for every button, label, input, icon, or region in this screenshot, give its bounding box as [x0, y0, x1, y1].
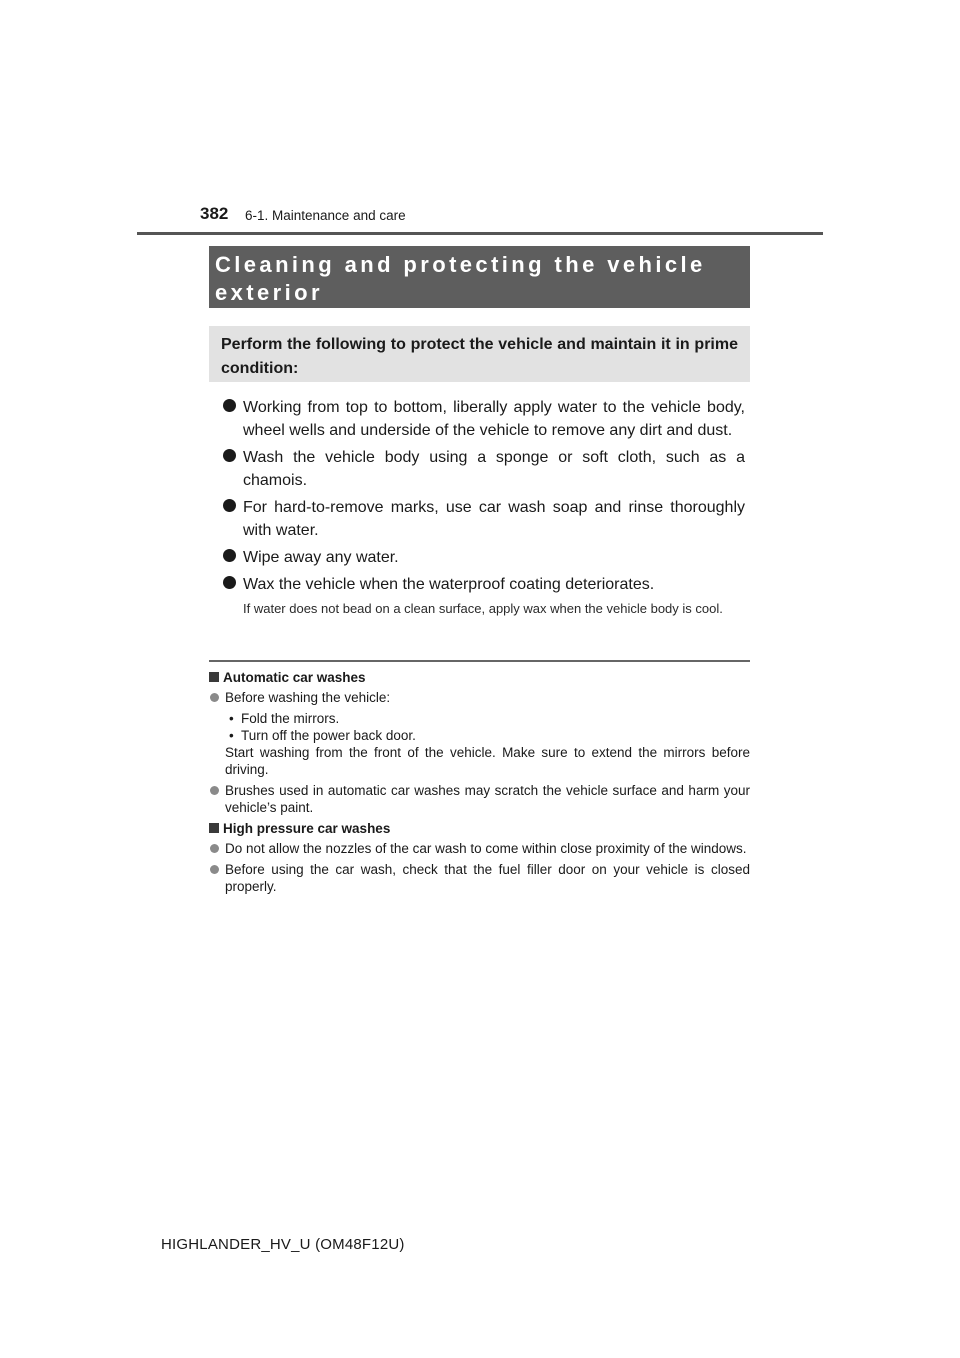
note-item-tail: Start washing from the front of the vehicle. Make sure to extend the mirrors before driving. [225, 745, 750, 777]
bullet-icon [210, 844, 219, 853]
bullet-icon [210, 865, 219, 874]
bullet-icon [223, 449, 236, 462]
list-item-text: Wash the vehicle body using a sponge or soft cloth, such as a chamois. [243, 449, 745, 489]
list-item-text: Wipe away any water. [243, 549, 399, 566]
list-item [209, 396, 750, 442]
note-item-text: Before washing the vehicle: [225, 690, 391, 705]
page-title-line-1: Cleaning and protecting the vehicle [215, 252, 706, 277]
dot-bullet-icon: • [229, 711, 234, 726]
bullet-icon [223, 576, 236, 589]
page-number: 382 [200, 204, 229, 223]
list-item-text: For hard-to-remove marks, use car wash soap and rinse thoroughly with water. [243, 499, 745, 539]
automatic-car-washes-heading [209, 669, 750, 686]
dash-item [225, 727, 750, 744]
square-bullet-icon [209, 823, 219, 833]
wax-note: If water does not bead on a clean surface, apply wax when the vehicle body is cool. [243, 601, 723, 616]
intro-text: Perform the following to protect the vehicle and maintain it in prime condition: [221, 336, 738, 377]
notes-divider [209, 660, 750, 662]
high-pressure-car-washes-heading [209, 820, 750, 837]
bullet-icon [223, 499, 236, 512]
footer-model-code: HIGHLANDER_HV_U (OM48F12U) [161, 1236, 405, 1253]
note-item-text: Brushes used in automatic car washes may scratch the vehicle surface and harm your vehicle’s paint. [225, 783, 750, 815]
heading-text: High pressure car washes [223, 821, 391, 836]
note-item [209, 861, 750, 895]
list-item [209, 496, 750, 542]
note-item [209, 840, 750, 857]
list-item-text: Working from top to bottom, liberally apply water to the vehicle body, wheel wells and underside of the vehicle to remove any dirt and dust. [243, 399, 745, 439]
dash-item-text: Turn off the power back door. [241, 728, 416, 743]
notes-section [209, 669, 750, 899]
note-item-text: Do not allow the nozzles of the car wash to come within close proximity of the windows. [225, 841, 747, 856]
note-item [209, 782, 750, 816]
page-title-line-2: exterior [215, 280, 323, 305]
list-item [209, 446, 750, 492]
list-item-text: Wax the vehicle when the waterproof coating deteriorates. [243, 576, 655, 593]
bullet-icon [223, 549, 236, 562]
page-title-box [209, 246, 750, 308]
intro-box [209, 326, 750, 382]
bullet-icon [223, 399, 236, 412]
procedure-list [209, 396, 750, 617]
list-item [209, 573, 750, 596]
dot-bullet-icon: • [229, 728, 234, 743]
header-divider [137, 232, 823, 235]
note-item-text: Before using the car wash, check that the fuel filler door on your vehicle is closed properly. [225, 862, 750, 894]
dash-list [225, 710, 750, 744]
heading-text: Automatic car washes [223, 670, 366, 685]
bullet-icon [210, 786, 219, 795]
note-item [209, 689, 750, 778]
section-label: 6-1. Maintenance and care [245, 208, 406, 223]
square-bullet-icon [209, 672, 219, 682]
dash-item-text: Fold the mirrors. [241, 711, 340, 726]
bullet-icon [210, 693, 219, 702]
list-item [209, 546, 750, 569]
dash-item [225, 710, 750, 727]
